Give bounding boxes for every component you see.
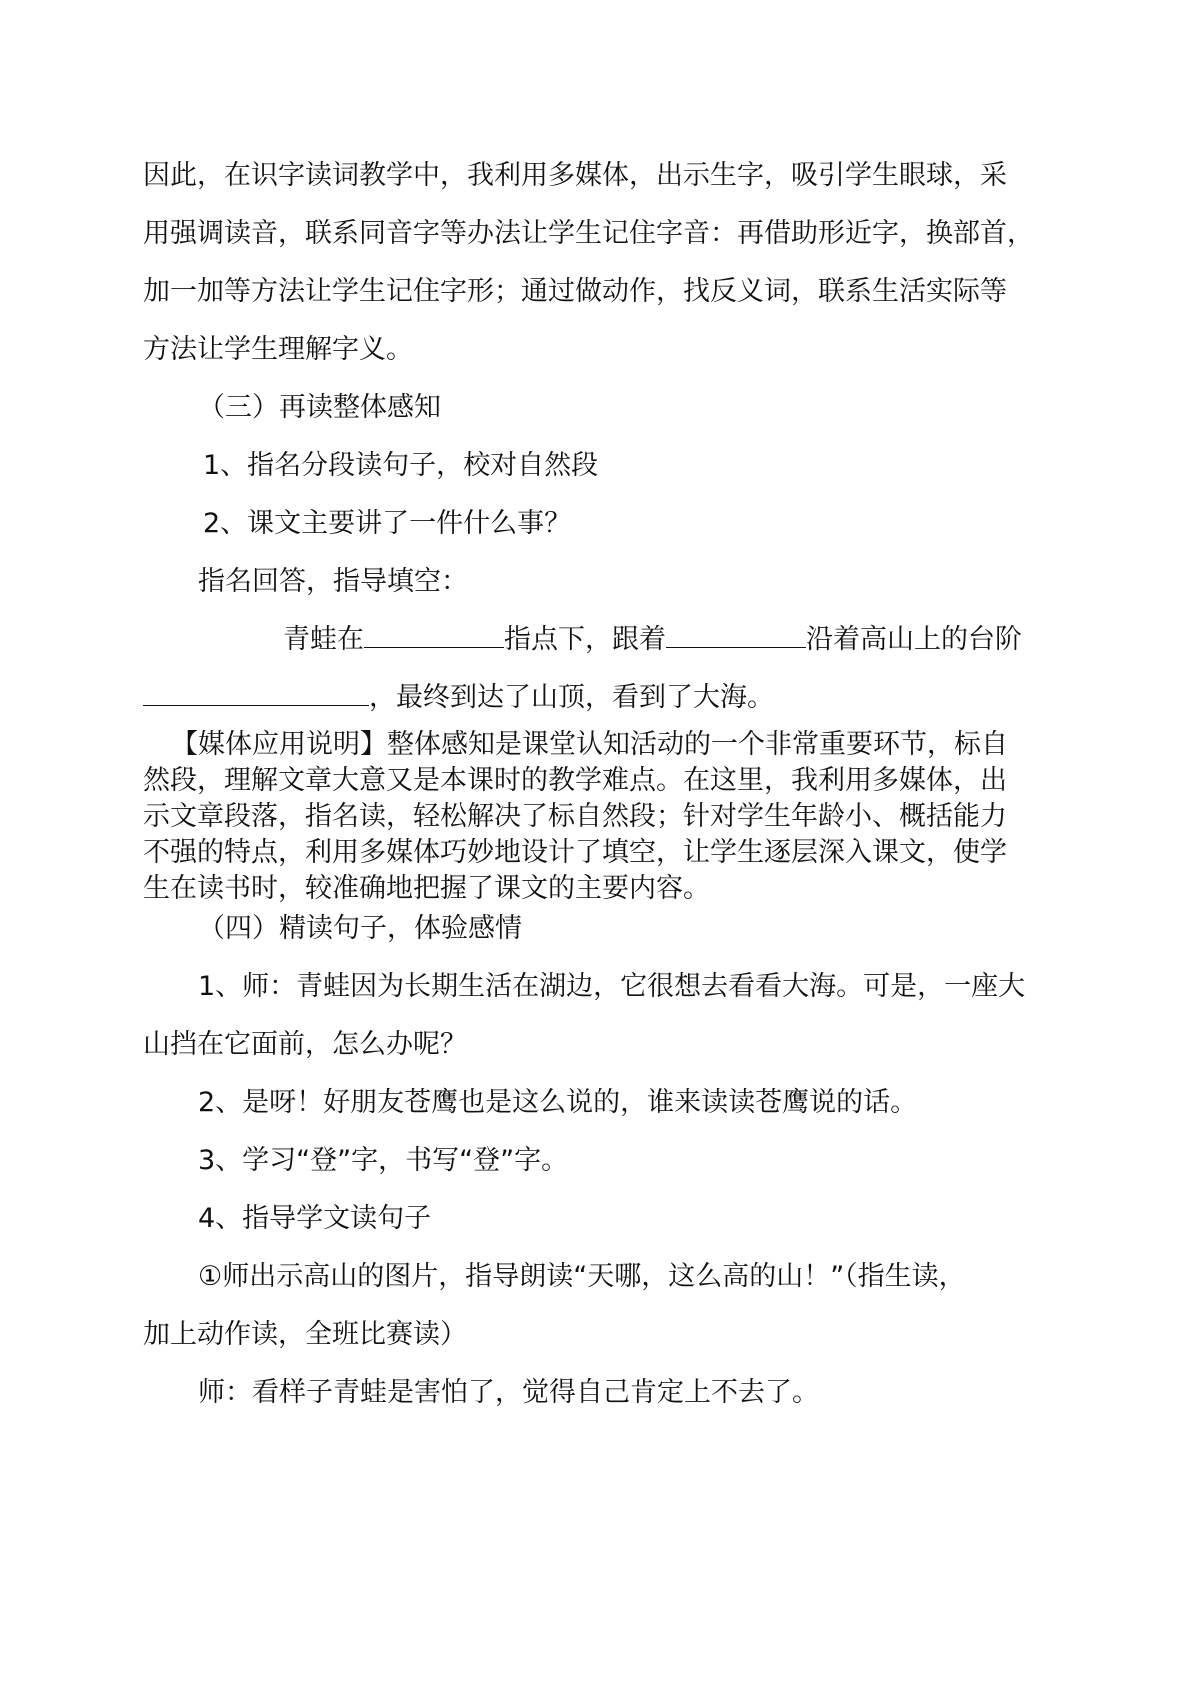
item-3-2: 2、课文主要讲了一件什么事？ [203,508,572,539]
item-4-4-1-line1: ①师出示高山的图片，指导朗读“天哪，这么高的山！”（指生读， [198,1261,966,1292]
item-4-1-line2: 山挡在它面前，怎么办呢？ [143,1029,467,1060]
fill-blank-1 [364,643,504,648]
media-para-line5: 生在读书时，较准确地把握了课文的主要内容。 [143,873,710,904]
fill-blank-2 [666,643,806,648]
media-para-line1: 【媒体应用说明】整体感知是课堂认知活动的一个非常重要环节，标自 [171,729,1008,760]
item-4-3: 3、学习“登”字，书写“登”字。 [198,1145,569,1176]
teacher-line: 师：看样子青蛙是害怕了，觉得自己肯定上不去了。 [198,1377,819,1408]
item-4-2: 2、是呀！好朋友苍鹰也是这么说的，谁来读读苍鹰说的话。 [198,1087,918,1118]
item-4-1-line1: 1、师：青蛙因为长期生活在湖边，它很想去看看大海。可是，一座大 [198,971,1026,1002]
para1-line4: 方法让学生理解字义。 [143,334,413,365]
para1-line3: 加一加等方法让学生记住字形；通过做动作，找反义词，联系生活实际等 [143,276,1007,307]
fill-text-b: 指点下，跟着 [504,624,666,655]
fill-text-c: 沿着高山上的台阶 [806,624,1022,655]
item-4-4-1-line2: 加上动作读，全班比赛读） [143,1319,467,1350]
fill-text-a: 青蛙在 [283,624,364,655]
instruction-line: 指名回答，指导填空： [198,566,468,597]
fill-blank-line2 [143,680,774,716]
media-para-line4: 不强的特点，利用多媒体巧妙地设计了填空，让学生逐层深入课文，使学 [143,837,1007,868]
media-para-line2: 然段，理解文章大意又是本课时的教学难点。在这里，我利用多媒体，出 [143,765,1007,796]
section-heading-4: （四）精读句子，体验感情 [198,913,522,944]
fill-blank-line1 [283,622,1022,658]
fill-text-d: ，最终到达了山顶，看到了大海。 [369,682,774,713]
section-heading-3: （三）再读整体感知 [198,392,441,423]
media-para-line3: 示文章段落，指名读，轻松解决了标自然段；针对学生年龄小、概括能力 [143,801,1007,832]
fill-blank-3 [143,701,369,706]
item-3-1: 1、指名分段读句子，校对自然段 [203,450,599,481]
para1-line2: 用强调读音，联系同音字等办法让学生记住字音：再借助形近字，换部首， [143,218,1034,249]
para1-line1: 因此，在识字读词教学中，我利用多媒体，出示生字，吸引学生眼球，采 [143,160,1007,191]
item-4-4: 4、指导学文读句子 [198,1203,432,1234]
